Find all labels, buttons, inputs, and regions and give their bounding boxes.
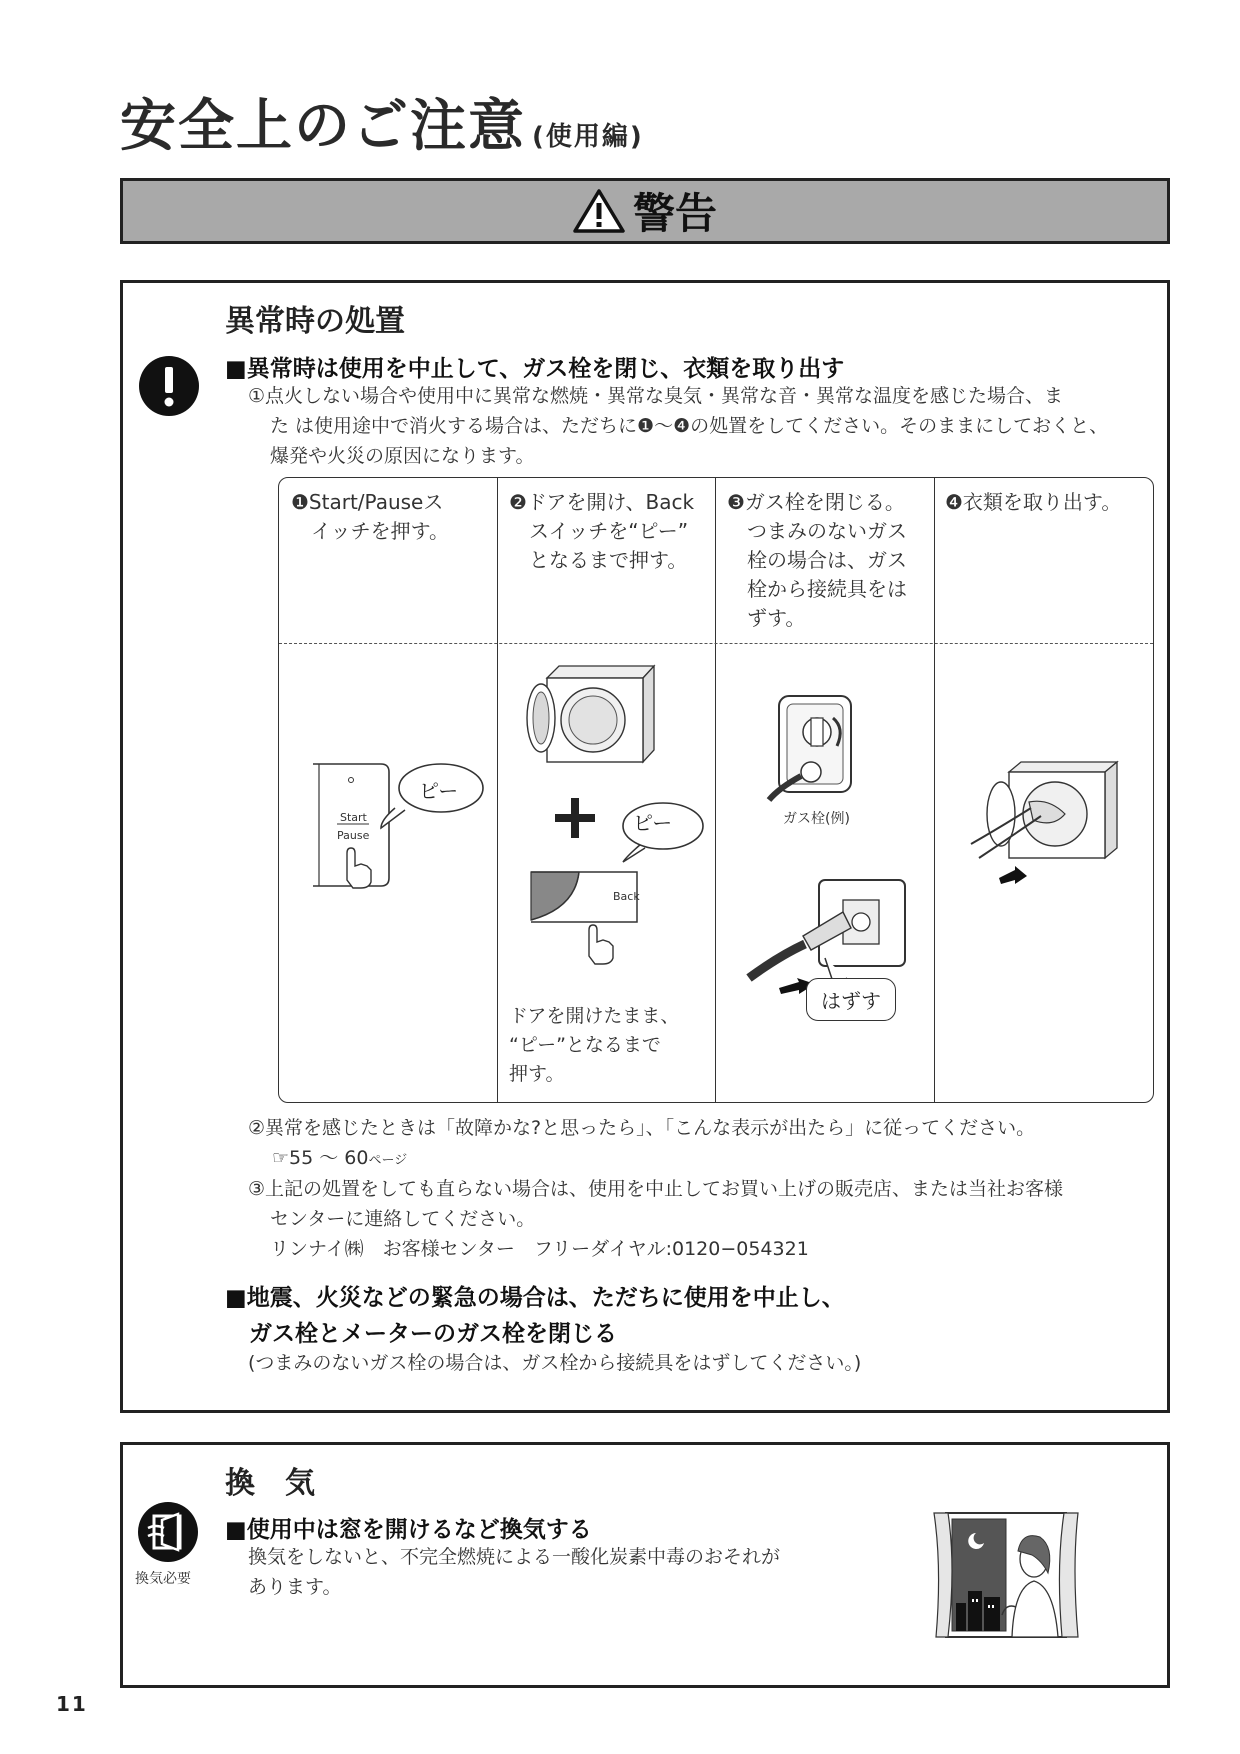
rule-ventilation: ■使用中は窓を開けるなど換気する [225,1517,592,1543]
step-line: イッチを押す。 [291,519,449,543]
rule-emergency-line: ■地震、火災などの緊急の場合は、ただちに使用を中止し、 [225,1285,845,1311]
ventilation-icon-caption: 換気必要 [135,1571,191,1587]
rule-abnormal: ■異常時は使用を中止して、ガス栓を閉じ、衣類を取り出す [225,356,845,382]
step-divider [497,478,498,1102]
mandatory-exclamation-icon [138,355,200,417]
step-1-text [291,488,491,546]
step-line: 栓から接続具をは [727,577,907,601]
step-2-text [509,488,709,575]
page-title-main: 安全上のご注意 [120,94,526,159]
note-3-line: リンナイ㈱ お客様センター フリーダイヤル:0120−054321 [270,1238,809,1260]
rule-emergency [225,1280,845,1352]
intro-line: た は使用途中で消火する場合は、ただちに❶〜❹の処置をしてください。そのままにしておくと、 [270,415,1109,437]
note-3-line: センターに連絡してください。 [270,1208,536,1230]
intro-line: 爆発や火災の原因になります。 [270,445,535,467]
step-line: つまみのないガス [727,519,907,543]
ventilation-text-line: あります。 [248,1576,342,1598]
steps-table [278,477,1154,1103]
window-ventilation-illustration [932,1507,1080,1647]
step-line: ❶Start/Pauseス [291,490,444,514]
step-divider [715,478,716,1102]
emergency-note: (つまみのないガス栓の場合は、ガス栓から接続具をはずしてください。) [248,1352,862,1374]
gas-example-label: ガス栓(例) [783,811,850,827]
door-note-line: ドアを開けたまま、 [509,1005,680,1027]
beep-label-1: ピー [419,779,459,803]
page-reference [272,1143,407,1176]
door-note-line: “ピー”となるまで [509,1034,661,1056]
section-heading-ventilation: 換 気 [225,1466,315,1501]
intro-paragraph [248,381,1168,471]
reference-unit: ページ [368,1153,408,1168]
page-title-sub: (使用編) [532,122,644,152]
warning-banner [120,178,1170,244]
remove-label: はずす [806,978,896,1021]
note-2: ②異常を感じたときは「故障かな?と思ったら」、「こんな表示が出たら」に従ってください。 [248,1117,1036,1139]
section-heading-abnormal: 異常時の処置 [225,304,405,339]
back-label: Back [613,890,640,903]
step-line: ❹衣類を取り出す。 [945,490,1122,514]
ventilation-text [248,1542,780,1602]
step-line: スイッチを“ピー” [509,519,689,543]
dryer-open-door-illustration [519,658,709,988]
reference-hand-icon: ☞ [272,1147,290,1169]
warning-label: 警告 [632,189,717,238]
step-4-text [945,488,1150,517]
start-pause-switch-illustration [309,758,489,908]
warning-triangle-icon [573,188,625,234]
step-line: ❸ガス栓を閉じる。 [727,490,905,514]
step-line: となるまで押す。 [509,548,688,572]
note-3-line: ③上記の処置をしても直らない場合は、使用を中止してお買い上げの販売店、または当社お客様 [248,1178,1064,1200]
door-note [509,1002,709,1089]
page-title [120,82,644,162]
step-line: ずす。 [727,606,806,630]
step-dashed-divider [279,643,1153,644]
reference-range: 55 〜 60 [289,1147,369,1169]
pause-label: Pause [337,829,370,842]
beep-label-2: ピー [633,811,673,835]
intro-line: ①点火しない場合や使用中に異常な燃焼・異常な臭気・異常な音・異常な温度を感じた場合、ま [248,385,1064,407]
step-3-text [727,488,932,633]
note-3 [248,1174,1063,1264]
rule-emergency-line: ガス栓とメーターのガス栓を閉じる [249,1321,617,1347]
remove-clothes-illustration [969,758,1149,898]
ventilation-required-icon [136,1500,200,1564]
ventilation-text-line: 換気をしないと、不完全燃焼による一酸化炭素中毒のおそれが [248,1546,781,1568]
door-note-line: 押す。 [509,1063,565,1085]
gas-valve-illustration [739,688,939,1018]
page-number: 11 [56,1692,88,1716]
start-label: Start [340,811,367,824]
step-line: ❷ドアを開け、Back [509,490,695,514]
step-line: 栓の場合は、ガス [727,548,907,572]
